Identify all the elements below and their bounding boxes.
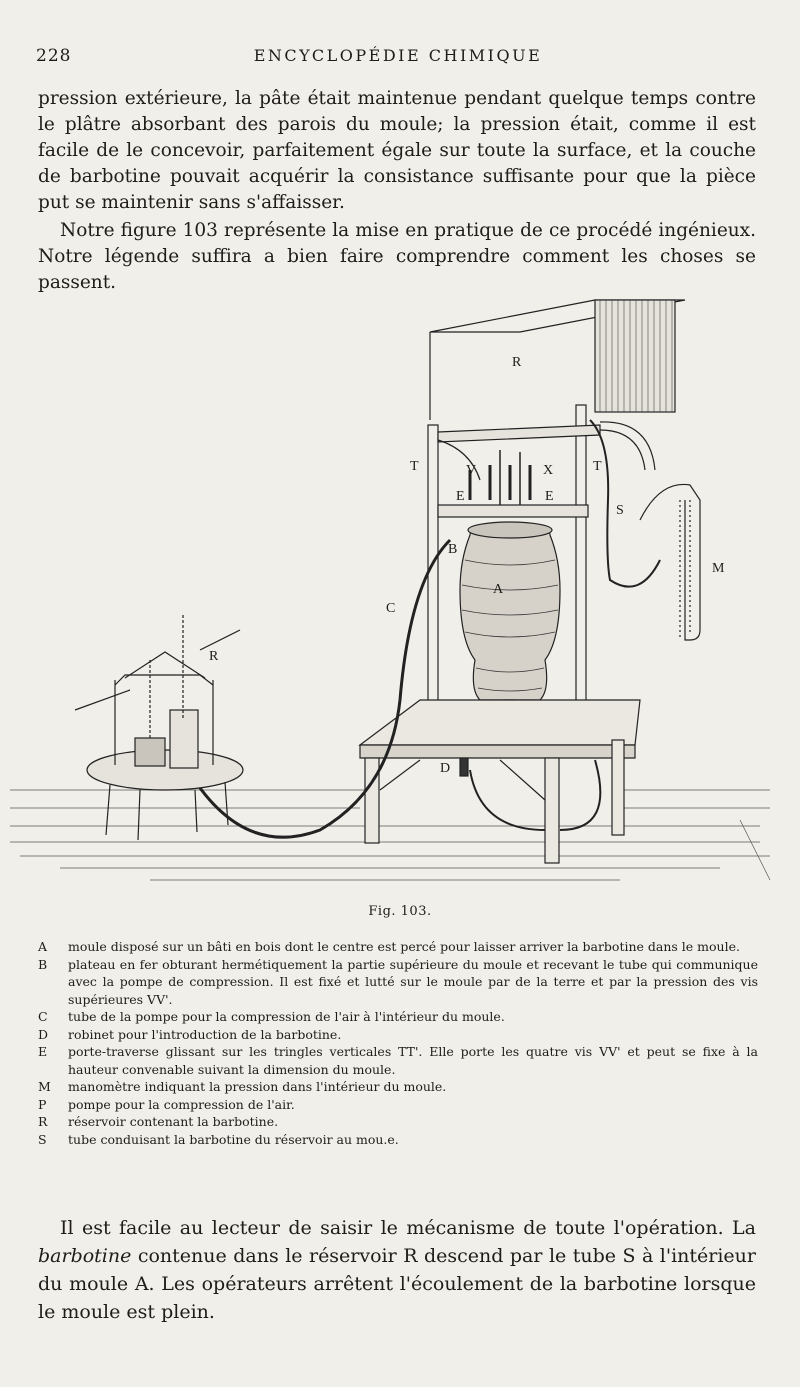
paragraph-conclusion-part-2: contenue dans le réservoir R descend par le tube S à l'intérieur du moule A. Les opérateurs arrêtent l'écoulement de la barbotine lorsque le moule est plein. [38,1245,756,1323]
tube-C [185,540,450,837]
legend-entry [38,938,758,956]
legend-entry [38,1026,758,1044]
figure-legend [38,938,758,1148]
legend-letter: A [38,939,48,954]
legend-letter: S [38,1131,47,1147]
paragraph-continuation: pression extérieure, la pâte était maintenue pendant quelque temps contre le plâtre absorbant des parois du moule; la pression était, comme il est facile de le concevoir, parfaitement égale sur toute la surface, et la couche de barbotine pouvait acquérir la consistance suffisante pour que la pièce put se maintenir sans s'affaisser. [38,88,756,213]
label-E-right: E [545,489,554,504]
legend-entry [38,1008,758,1026]
label-D: D [440,761,451,776]
label-R-reservoir: R [512,355,522,370]
label-S: S [616,503,624,518]
legend-text: tube conduisant la barbotine du réservoir au mou.e. [68,1131,399,1147]
reservoir-R [430,300,685,420]
legend-text: plateau en fer obturant hermétiquement la partie supérieure du moule et recevant le tube qui communique avec la pompe de compression. Il est fixé et lutté sur le moule par de la terre et par la pression des vis supérieures VV'. [68,956,758,1007]
legend-entry [38,956,758,1009]
legend-entry [38,1113,758,1131]
page-number: 228 [36,46,72,66]
figure-103-illustration [0,292,800,892]
figure-caption: Fig. 103. [368,904,432,919]
legend-letter: D [38,1026,49,1042]
label-T-left: T [410,459,419,474]
legend-letter: P [38,1096,47,1112]
legend-text: pompe pour la compression de l'air. [68,1096,295,1112]
label-R-pump: R [209,649,219,664]
page-header [36,46,760,68]
legend-letter: C [38,1009,48,1024]
legend-letter: M [38,1079,51,1094]
floor-hatching [10,790,770,880]
legend-letter: R [38,1114,48,1129]
legend-entry [38,1078,758,1096]
legend-text: moule disposé sur un bâti en bois dont le centre est percé pour laisser arriver la barbotine dans le moule. [68,939,740,954]
legend-entry [38,1096,758,1114]
running-title: ENCYCLOPÉDIE CHIMIQUE [253,46,543,65]
legend-text: robinet pour l'introduction de la barbotine. [68,1026,342,1042]
label-B: B [448,542,458,557]
legend-text: tube de la pompe pour la compression de l'air à l'intérieur du moule. [68,1009,505,1024]
label-M: M [712,561,725,576]
legend-entry [38,1131,758,1149]
wooden-stand [360,700,640,863]
label-V: V [466,463,477,478]
paragraph-conclusion [38,1214,756,1326]
paragraph-figure-intro: Notre figure 103 représente la mise en pratique de ce procédé ingénieux. Notre légende suffira a bien faire comprendre comment les choses se passent. [38,220,756,293]
label-E-left: E [456,489,465,504]
legend-entry [38,1043,758,1078]
legend-text: réservoir contenant la barbotine. [68,1114,279,1129]
legend-letter: B [38,956,48,972]
legend-text: manomètre indiquant la pression dans l'intérieur du moule. [68,1079,447,1094]
mould-A [435,522,585,724]
manometer-M [640,484,700,640]
paragraph-conclusion-italic: barbotine [38,1245,132,1267]
label-X: X [543,463,554,478]
label-T-right: T [593,459,602,474]
legend-text: porte-traverse glissant sur les tringles verticales TT'. Elle porte les quatre vis VV' et peut se fixe à la hauteur convenable suivant la dimension du moule. [68,1044,758,1077]
paragraph-conclusion-part-1: Il est facile au lecteur de saisir le mécanisme de toute l'opération. La [60,1217,756,1239]
label-C: C [386,601,396,616]
legend-letter: E [38,1044,48,1059]
label-A: A [493,582,504,597]
